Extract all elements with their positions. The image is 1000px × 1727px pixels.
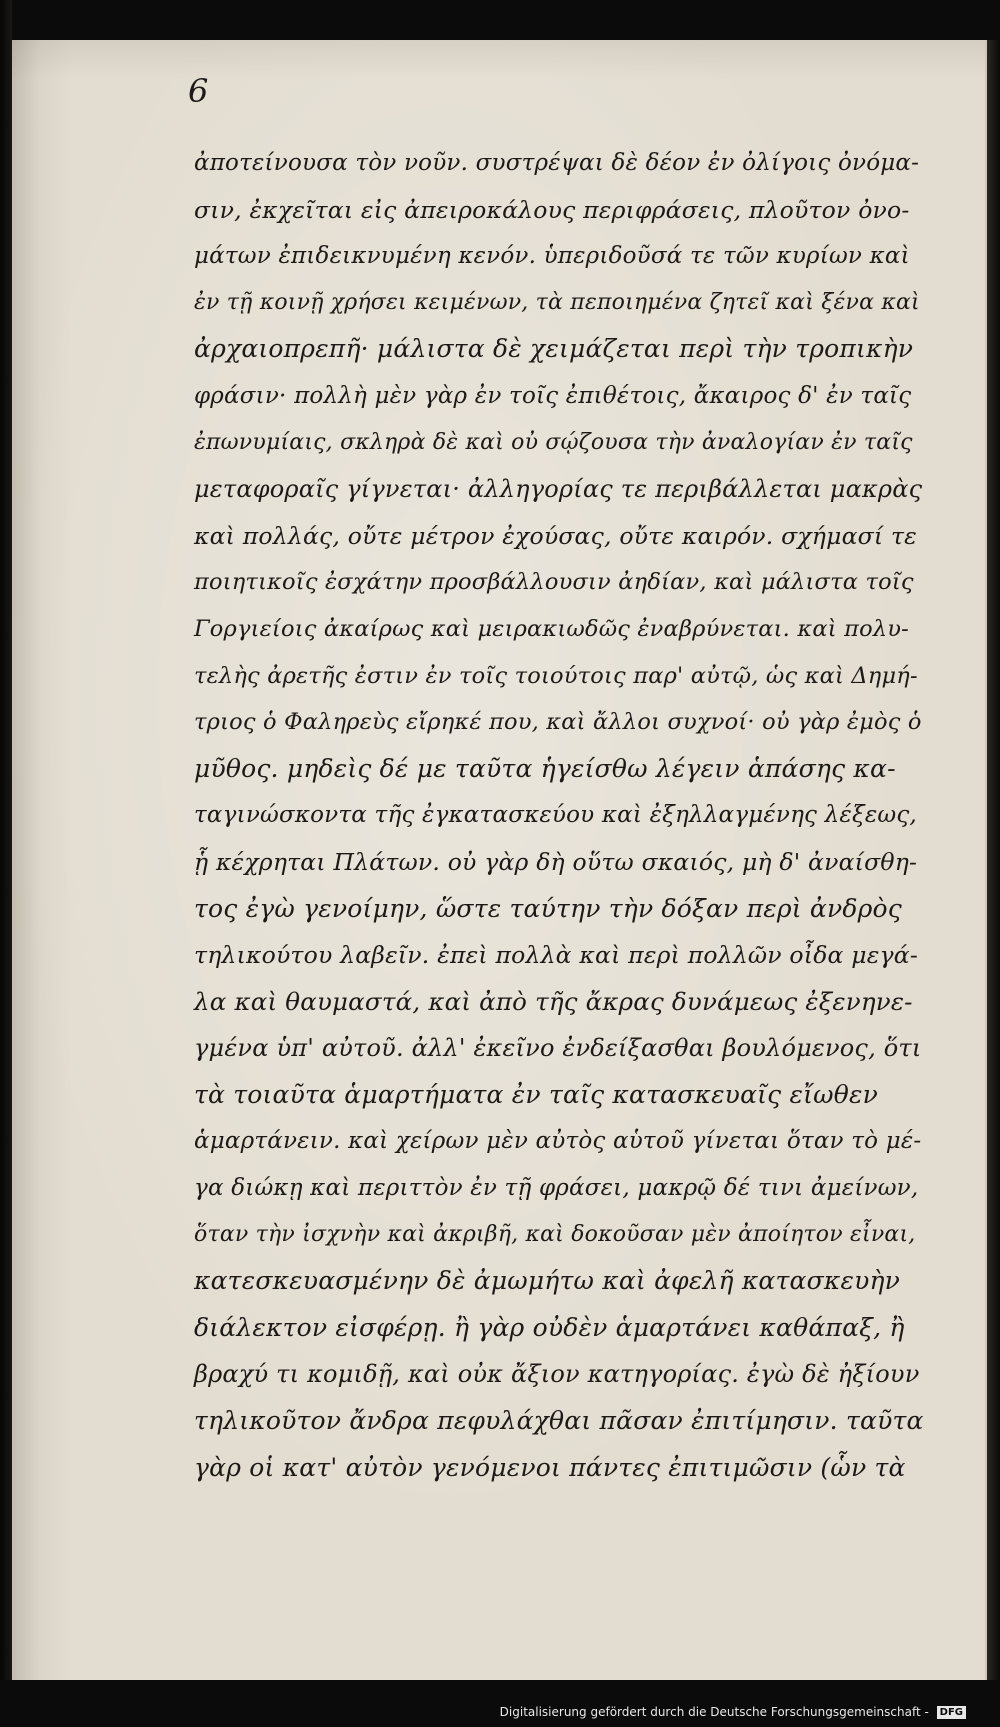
text-line: ποιητικοῖς ἐσχάτην προσβάλλουσιν ἀηδίαν, καὶ μάλιστα τοῖς <box>194 569 914 596</box>
binding-gutter <box>0 0 12 1727</box>
text-line: ᾗ κέχρηται Πλάτων. οὐ γὰρ δὴ οὕτω σκαιός, μὴ δ' ἀναίσθη- <box>194 847 918 876</box>
text-line: τηλικούτου λαβεῖν. ἐπεὶ πολλὰ καὶ περὶ πολλῶν οἶδα μεγά- <box>194 941 919 970</box>
text-line: τηλικοῦτον ἄνδρα πεφυλάχθαι πᾶσαν ἐπιτίμησιν. ταῦτα <box>194 1406 924 1436</box>
text-line: ἀρχαιοπρεπῆ· μάλιστα δὲ χειμάζεται περὶ τὴν τροπικὴν <box>194 334 914 364</box>
text-line: τριος ὁ Φαληρεὺς εἴρηκέ που, καὶ ἄλλοι συχνοί· οὐ γὰρ ἐμὸς ὁ <box>194 709 922 736</box>
text-line: γα διώκῃ καὶ περιττὸν ἐν τῇ φράσει, μακρῷ δέ τινι ἀμείνων, <box>194 1175 919 1202</box>
funding-note <box>500 1705 966 1719</box>
funding-note-separator: - <box>920 1705 933 1719</box>
text-line: μάτων ἐπιδεικνυμένη κενόν. ὑπεριδοῦσά τε τῶν κυρίων καὶ <box>194 243 910 270</box>
text-line: γὰρ οἱ κατ' αὐτὸν γενόμενοι πάντες ἐπιτιμῶσιν (ὧν τὰ <box>194 1452 906 1482</box>
page-edge-shadow <box>987 40 1000 1680</box>
footer-strip <box>0 1680 1000 1727</box>
text-line: καὶ πολλάς, οὔτε μέτρον ἐχούσας, οὔτε καιρόν. σχήμασί τε <box>194 521 917 550</box>
text-line: διάλεκτον εἰσφέρῃ. ἢ γὰρ οὐδὲν ἁμαρτάνει καθάπαξ, ἢ <box>194 1312 905 1342</box>
text-line: τος ἐγὼ γενοίμην, ὥστε ταύτην τὴν δόξαν περὶ ἀνδρὸς <box>194 893 902 923</box>
text-line: ἀποτείνουσα τὸν νοῦν. συστρέψαι δὲ δέον ἐν ὀλίγοις ὀνόμα- <box>194 150 920 176</box>
text-line: βραχύ τι κομιδῇ, καὶ οὐκ ἄξιον κατηγορίας. ἐγὼ δὲ ἠξίουν <box>194 1360 920 1389</box>
text-line: ἐν τῇ κοινῇ χρήσει κειμένων, τὰ πεποιημένα ζητεῖ καὶ ξένα καὶ <box>194 289 920 315</box>
text-line: ἐπωνυμίαις, σκληρὰ δὲ καὶ οὐ σῴζουσα τὴν ἀναλογίαν ἐν ταῖς <box>194 429 913 455</box>
text-line: τελὴς ἀρετῆς ἐστιν ἐν τοῖς τοιούτοις παρ' αὐτῷ, ὡς καὶ Δημή- <box>194 662 918 689</box>
text-line: τὰ τοιαῦτα ἁμαρτήματα ἐν ταῖς κατασκευαῖς εἴωθεν <box>194 1079 878 1109</box>
text-line: γμένα ὑπ' αὐτοῦ. ἀλλ' ἐκεῖνο ἐνδείξασθαι βουλόμενος, ὅτι <box>194 1034 922 1063</box>
text-line: ὅταν τὴν ἰσχνὴν καὶ ἀκριβῆ, καὶ δοκοῦσαν μὲν ἀποίητον εἶναι, <box>194 1221 916 1247</box>
text-line: Γοργιείοις ἀκαίρως καὶ μειρακιωδῶς ἐναβρύνεται. καὶ πολυ- <box>194 615 909 642</box>
text-line: μεταφοραῖς γίγνεται· ἀλληγορίας τε περιβάλλεται μακρὰς <box>194 475 923 504</box>
page-number: 6 <box>188 72 209 110</box>
text-line: σιν, ἐκχεῖται εἰς ἀπειροκάλους περιφράσεις, πλοῦτον ὀνο- <box>194 195 910 224</box>
text-line: ταγινώσκοντα τῆς ἐγκατασκεύου καὶ ἐξηλλαγμένης λέξεως, <box>194 802 917 829</box>
text-line: κατεσκευασμένην δὲ ἀμωμήτω καὶ ἀφελῆ κατασκευὴν <box>194 1266 901 1296</box>
funding-note-text: Digitalisierung gefördert durch die Deutsche Forschungsgemeinschaft <box>499 1705 921 1719</box>
text-line: λα καὶ θαυμαστά, καὶ ἀπὸ τῆς ἄκρας δυνάμεως ἐξενηνε- <box>194 986 913 1016</box>
greek-text-block <box>194 140 924 1491</box>
text-line: μῦθος. μηδεὶς δέ με ταῦτα ἡγείσθω λέγειν ἁπάσης κα- <box>194 753 896 783</box>
dfg-logo: DFG <box>937 1706 966 1719</box>
text-line: φράσιν· πολλὴ μὲν γὰρ ἐν τοῖς ἐπιθέτοις, ἄκαιρος δ' ἐν ταῖς <box>194 382 912 409</box>
text-line: ἁμαρτάνειν. καὶ χείρων μὲν αὐτὸς αὑτοῦ γίνεται ὅταν τὸ μέ- <box>194 1128 922 1155</box>
